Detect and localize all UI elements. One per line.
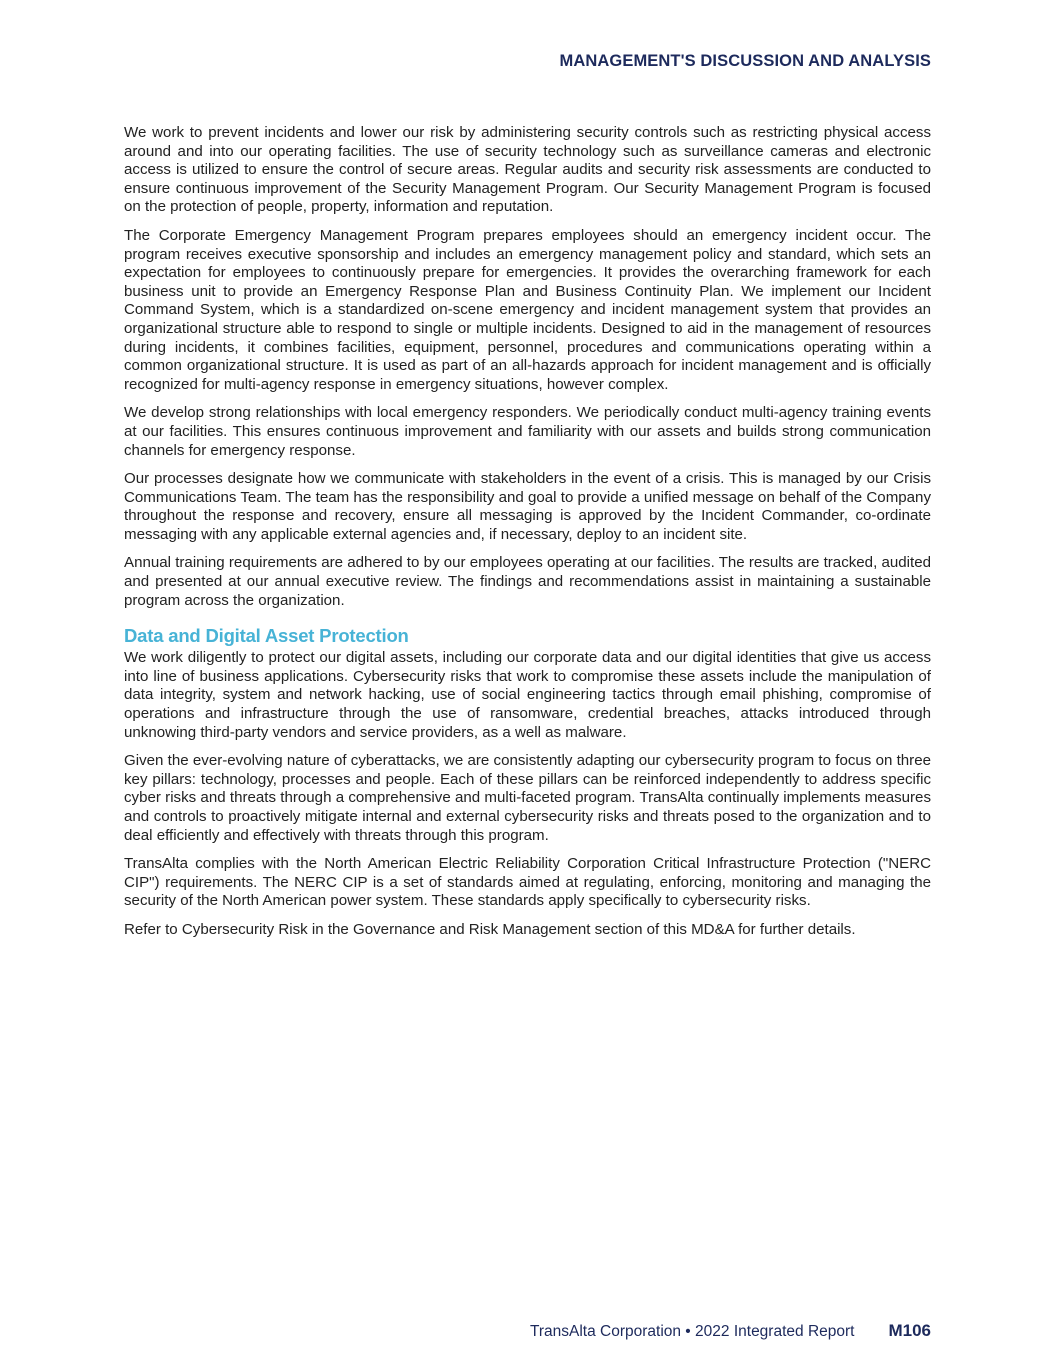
paragraph-cross-reference: Refer to Cybersecurity Risk in the Governance and Risk Management section of this MD&A for further details. (124, 920, 856, 938)
paragraph-digital-assets: We work diligently to protect our digital assets, including our corporate data and our digital identities that give us access into line of business applications. Cybersecurity risks that work to compromise these assets include the manipulation of data integrity, system and network hacking, use of social engineering tactics through email phishing, compromise of operations and infrastructure through the use of ransomware, credential breaches, attacks introduced through unknowing third-party vendors and service providers, as a well as malware. (124, 649, 931, 741)
paragraph-security-controls: We work to prevent incidents and lower our risk by administering security controls such as restricting physical access around and into our operating facilities. The use of security technology such as surveillance cameras and electronic access is utilized to ensure the control of secure areas. Regular audits and security risk assessments are conducted to ensure continuous improvement of the Security Management Program. Our Security Management Program is focused on the protection of people, property, information and reputation. (124, 124, 931, 216)
page-section-title: MANAGEMENT'S DISCUSSION AND ANALYSIS (559, 52, 931, 70)
footer-report-label: TransAlta Corporation • 2022 Integrated Report (529, 1323, 855, 1340)
page-footer (530, 1321, 931, 1341)
paragraph-crisis-communications: Our processes designate how we communicate with stakeholders in the event of a crisis. This is managed by our Crisis Communications Team. The team has the responsibility and goal to provide a unified message on behalf of the Company throughout the response and recovery, ensure all messaging is approved by the Incident Commander, co-ordinate messaging with any applicable external agencies and, if necessary, deploy to an incident site. (124, 470, 931, 543)
paragraph-emergency-responders: We develop strong relationships with local emergency responders. We periodically conduct multi-agency training events at our facilities. This ensures continuous improvement and familiarity with our assets and builds strong communication channels for emergency response. (124, 404, 931, 459)
paragraph-emergency-management: The Corporate Emergency Management Program prepares employees should an emergency incident occur. The program receives executive sponsorship and includes an emergency management policy and standard, which sets an expectation for employees to continuously prepare for emergencies. It provides the overarching framework for each business unit to provide an Emergency Response Plan and Business Continuity Plan. We implement our Incident Command System, which is a standardized on-scene emergency and incident management system that provides an organizational structure able to respond to single or multiple incidents. Designed to aid in the management of resources during incidents, it combines facilities, equipment, personnel, procedures and communications operating within a common organizational structure. It is used as part of an all-hazards approach for incident management and is officially recognized for multi-agency response in emergency situations, however complex. (124, 226, 931, 393)
footer-page-number: M106 (888, 1321, 931, 1340)
paragraph-nerc-cip: TransAlta complies with the North American Electric Reliability Corporation Critical Infrastructure Protection ("NERC CIP") requirements. The NERC CIP is a set of standards aimed at regulating, enforcing, monitoring and managing the security of the North American power system. These standards apply specifically to cybersecurity risks. (124, 855, 931, 910)
paragraph-cybersecurity-pillars: Given the ever-evolving nature of cyberattacks, we are consistently adapting our cybersecurity program to focus on three key pillars: technology, processes and people. Each of these pillars can be reinforced independently to address specific cyber risks and threats through a comprehensive and multi-faceted program. TransAlta continually implements measures and controls to proactively mitigate internal and external cybersecurity risks and threats posed to the organization and to deal efficiently and effectively with threats through this program. (124, 752, 931, 844)
page-content (124, 124, 931, 950)
section-heading-data-protection: Data and Digital Asset Protection (124, 625, 409, 647)
paragraph-annual-training: Annual training requirements are adhered to by our employees operating at our facilities. The results are tracked, audited and presented at our annual executive review. The findings and recommendations assist in maintaining a sustainable program across the organization. (124, 554, 931, 609)
